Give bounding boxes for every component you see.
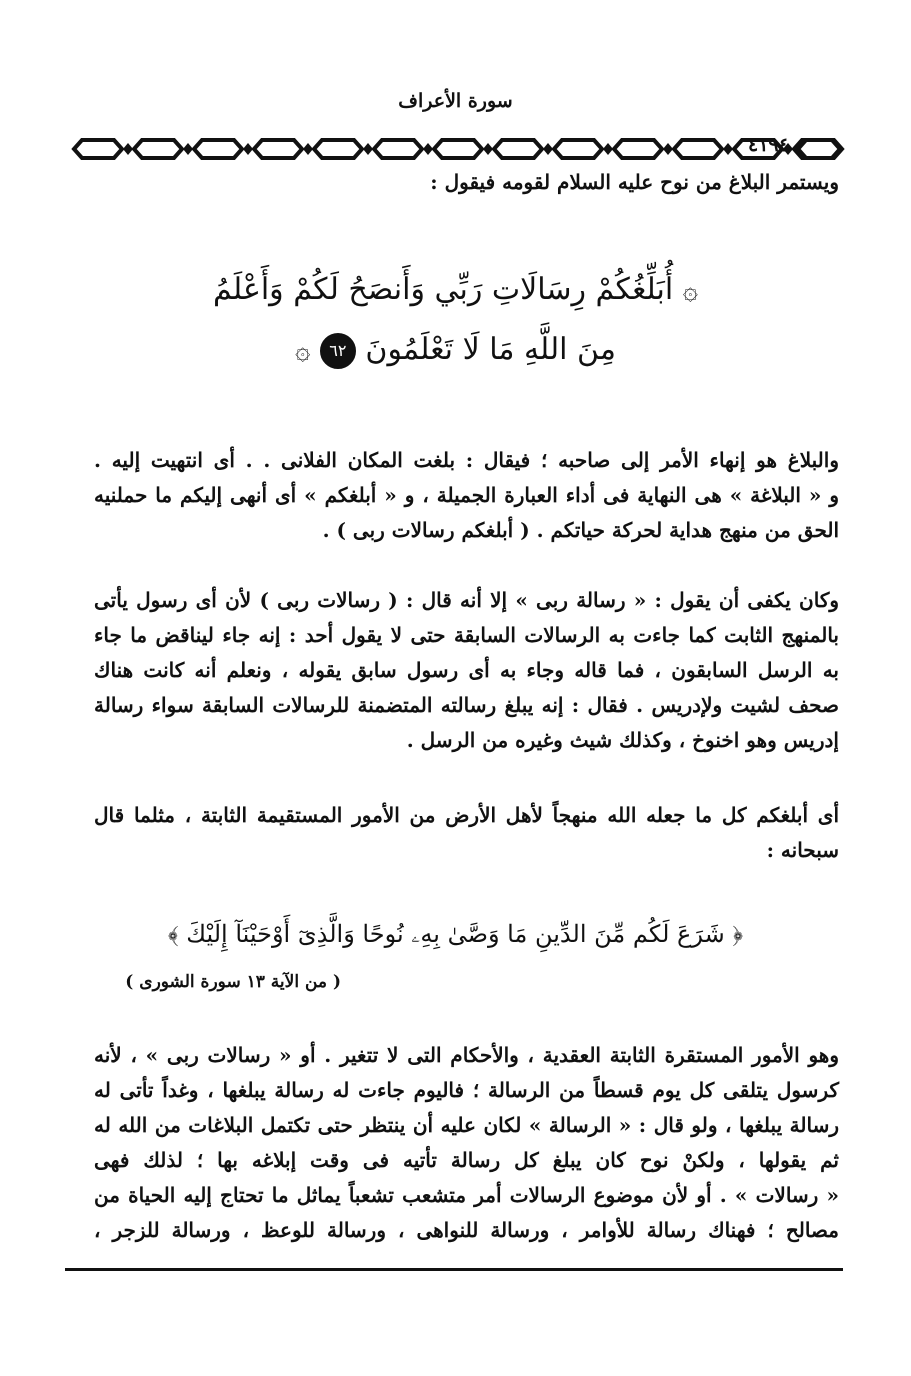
verse-line-2 [0,332,911,369]
paragraph2-line: وكان يكفى أن يقول : « رسالة ربى » إلا أنه قال : ( رسالات ربى ) لأن أى رسول يأتى [94,588,839,612]
chain-link [134,140,182,158]
chain-link [254,140,302,158]
verse-text-2: مِنَ اللَّهِ مَا لَا تَعْلَمُونَ [365,332,616,367]
paragraph4-line: « رسالات » . أو لأن موضوع الرسالات أمر متشعب تشعباً يماثل ما تحتاج إليه الحياة من [94,1183,839,1207]
paragraph4-line: مصالح ؛ فهناك رسالة للأوامر ، ورسالة للنواهى ، ورسالة للوعظ ، ورسالة للزجر ، [94,1218,839,1242]
chain-link [74,140,122,158]
verse-number-badge: ٦٢ [320,333,356,369]
chain-link [798,140,840,158]
verse-text-1: أُبَلِّغُكُمْ رِسَالَاتِ رَبِّي وَأَنصَحُ لَكُمْ وَأَعْلَمُ [213,272,674,307]
paragraph2-line: صحف لشيت ولإدريس . فقال : إنه يبلغ رسالته المتضمنة للرسالات السابقة سواء رسالة [94,693,839,717]
verse-ornament-open-icon: ۞ [682,276,698,306]
chain-link [554,140,602,158]
paragraph1-line: و « البلاغة » هى النهاية فى أداء العبارة الجميلة ، و « أبلغكم » أى أنهى إليكم ما حملنيه [94,483,839,507]
paragraph4-line: ثم يقولها ، ولكنْ نوح كان يبلغ كل رسالة تأتيه فى وقت إبلاغه بها ؛ لذلك فهى [94,1148,839,1172]
paragraph4-line: كرسول يتلقى كل يوم قسطاً من الرسالة ؛ فاليوم جاءت له رسالة يبلغها ، وغداً تأتى له [94,1078,839,1102]
paragraph1-line: والبلاغ هو إنهاء الأمر إلى صاحبه ؛ فيقال : بلغت المكان الفلانى . . أى انتهيت إليه . [94,448,839,472]
surah-title: سورة الأعراف [398,90,513,112]
chain-link [314,140,362,158]
verse-reference: ( من الآية ١٣ سورة الشورى ) [125,972,341,992]
verse-line-1 [0,272,911,307]
paragraph3-line: أى أبلغكم كل ما جعله الله منهجاً لأهل الأرض من الأمور المستقيمة الثابتة ، مثلما قال [94,803,839,827]
paragraph4-line: وهو الأمور المستقرة الثابتة العقدية ، والأحكام التى لا تتغير . أو « رسالات ربى » ، لأنه [94,1043,839,1067]
page-number: ٤١٩٤ [748,134,789,156]
paragraph2-line: إدريس وهو اخنوخ ، وكذلك شيث وغيره من الرسل . [406,728,839,752]
verse-ornament-close-icon: ۞ [295,336,311,366]
quoted-verse: ﴿ شَرَعَ لَكُم مِّنَ الدِّينِ مَا وَصَّىٰ بِهِۦ نُوحًا وَالَّذِىٓ أَوْحَيْنَآ إِلَيْكَ ﴾ [167,920,743,948]
chain-link [374,140,422,158]
chain-link [434,140,482,158]
paragraph1-line: الحق من منهج هداية لحركة حياتكم . ( أبلغكم رسالات ربى ) . [322,518,839,542]
footer-rule [65,1268,843,1271]
paragraph3-line: سبحانه : [766,838,839,862]
ornamental-chain-divider [70,132,845,166]
chain-link [494,140,542,158]
paragraph2-line: بالمنهج الثابت كما جاءت به الرسالات السابقة حتى لا يقول أحد : إنه جاء ليناقض ما جاء [94,623,839,647]
paragraph2-line: به الرسل السابقون ، فما قاله وجاء به أى رسول سابق يقوله ، ونعلم أنه كانت هناك [94,658,839,682]
intro-line: ويستمر البلاغ من نوح عليه السلام لقومه فيقول : [430,170,839,194]
chain-link [194,140,242,158]
chain-link [614,140,662,158]
chain-link [674,140,722,158]
paragraph4-line: رسالة يبلغها ، ولو قال : « الرسالة » لكان عليه أن ينتظر حتى تكتمل البلاغات من الله له [94,1113,839,1137]
